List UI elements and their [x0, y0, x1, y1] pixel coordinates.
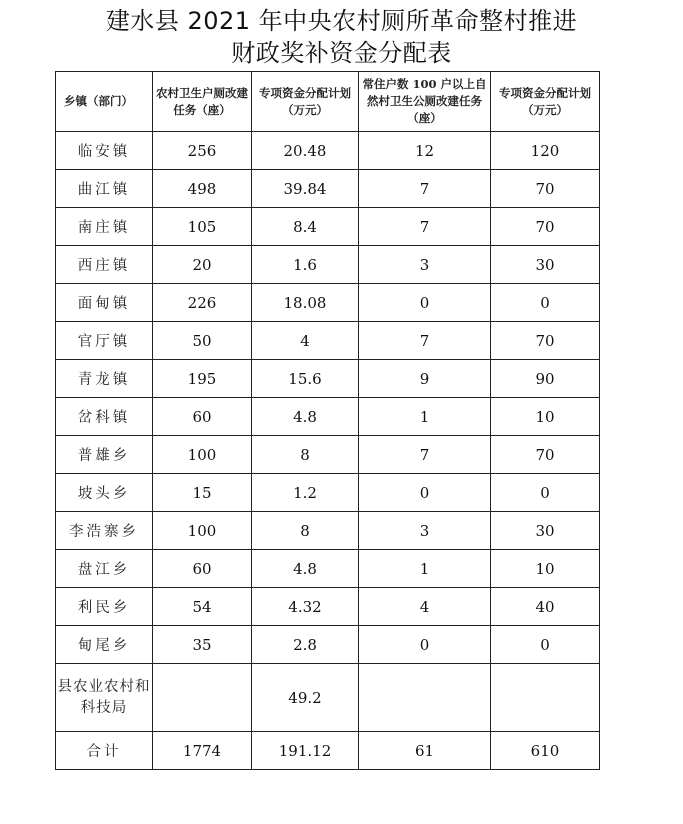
column-header-household-task: 农村卫生户厕改建任务（座） [153, 72, 252, 132]
table-cell-name: 曲江镇 [56, 170, 153, 208]
table-cell-public-fund: 70 [491, 208, 600, 246]
table-cell-name: 青龙镇 [56, 360, 153, 398]
table-row [56, 626, 600, 664]
table-cell-public-task: 12 [359, 132, 491, 170]
table-cell-household-task: 100 [153, 436, 252, 474]
table-cell-household-task: 60 [153, 398, 252, 436]
table-cell-public-task: 0 [359, 474, 491, 512]
table-cell-total-public-task: 61 [359, 732, 491, 770]
table-cell-public-task: 7 [359, 436, 491, 474]
table-cell-household-fund: 39.84 [252, 170, 359, 208]
table-cell-public-task: 7 [359, 208, 491, 246]
table-cell-household-fund: 4.8 [252, 550, 359, 588]
table-cell-household-task: 60 [153, 550, 252, 588]
table-cell-name: 盘江乡 [56, 550, 153, 588]
table-cell-public-fund: 70 [491, 436, 600, 474]
table-cell-public-fund: 0 [491, 284, 600, 322]
table-cell-name: 南庄镇 [56, 208, 153, 246]
table-cell-household-fund: 4 [252, 322, 359, 360]
table-cell-public-fund: 0 [491, 474, 600, 512]
table-cell-name: 李浩寨乡 [56, 512, 153, 550]
table-cell-public-task: 3 [359, 512, 491, 550]
table-cell-name: 坡头乡 [56, 474, 153, 512]
column-header-public-fund: 专项资金分配计划（万元） [491, 72, 600, 132]
table-cell-household-task: 256 [153, 132, 252, 170]
column-header-household-fund: 专项资金分配计划（万元） [252, 72, 359, 132]
table-row [56, 170, 600, 208]
table-cell-public-fund: 70 [491, 322, 600, 360]
table-cell-public-task [359, 664, 491, 732]
table-cell-household-task: 226 [153, 284, 252, 322]
table-cell-name: 官厅镇 [56, 322, 153, 360]
table-cell-public-fund [491, 664, 600, 732]
table-cell-household-task: 15 [153, 474, 252, 512]
column-header-public-task: 常住户数 100 户以上自然村卫生公厕改建任务（座） [359, 72, 491, 132]
table-row [56, 360, 600, 398]
table-cell-name: 面甸镇 [56, 284, 153, 322]
table-cell-household-fund: 4.32 [252, 588, 359, 626]
table-cell-household-task: 100 [153, 512, 252, 550]
table-cell-total-public-fund: 610 [491, 732, 600, 770]
table-row [56, 246, 600, 284]
table-row [56, 436, 600, 474]
table-body [56, 132, 600, 770]
allocation-table [55, 71, 600, 770]
table-cell-public-fund: 120 [491, 132, 600, 170]
table-cell-name: 临安镇 [56, 132, 153, 170]
table-cell-public-task: 7 [359, 170, 491, 208]
table-cell-household-fund: 8 [252, 512, 359, 550]
table-cell-public-task: 0 [359, 284, 491, 322]
table-cell-household-task: 105 [153, 208, 252, 246]
table-cell-name: 西庄镇 [56, 246, 153, 284]
table-cell-household-fund: 8 [252, 436, 359, 474]
table-cell-name: 岔科镇 [56, 398, 153, 436]
table-cell-household-task: 498 [153, 170, 252, 208]
table-cell-household-task [153, 664, 252, 732]
table-row [56, 398, 600, 436]
table-cell-household-fund: 2.8 [252, 626, 359, 664]
table-cell-household-fund: 20.48 [252, 132, 359, 170]
table-cell-public-fund: 10 [491, 550, 600, 588]
table-cell-name: 甸尾乡 [56, 626, 153, 664]
table-row [56, 550, 600, 588]
column-header-township: 乡镇（部门） [56, 72, 153, 132]
table-cell-public-task: 0 [359, 626, 491, 664]
table-cell-total-household-task: 1774 [153, 732, 252, 770]
table-row [56, 474, 600, 512]
table-cell-public-task: 1 [359, 398, 491, 436]
table-row [56, 588, 600, 626]
table-cell-public-fund: 0 [491, 626, 600, 664]
table-row [56, 208, 600, 246]
table-cell-household-task: 35 [153, 626, 252, 664]
table-cell-household-fund: 49.2 [252, 664, 359, 732]
table-cell-public-fund: 40 [491, 588, 600, 626]
table-cell-public-fund: 70 [491, 170, 600, 208]
table-cell-household-fund: 1.2 [252, 474, 359, 512]
table-cell-household-task: 54 [153, 588, 252, 626]
table-cell-public-task: 1 [359, 550, 491, 588]
table-header-row [56, 72, 600, 132]
table-cell-household-fund: 15.6 [252, 360, 359, 398]
table-cell-household-fund: 1.6 [252, 246, 359, 284]
table-row [56, 132, 600, 170]
document-title-line-2: 财政奖补资金分配表 [231, 39, 452, 67]
table-cell-public-fund: 90 [491, 360, 600, 398]
table-cell-public-task: 4 [359, 588, 491, 626]
table-cell-total-label: 合计 [56, 732, 153, 770]
table-row [56, 322, 600, 360]
table-row-bureau [56, 664, 600, 732]
table-cell-public-task: 7 [359, 322, 491, 360]
table-cell-total-household-fund: 191.12 [252, 732, 359, 770]
table-cell-public-fund: 10 [491, 398, 600, 436]
table-cell-name: 普雄乡 [56, 436, 153, 474]
table-cell-public-fund: 30 [491, 512, 600, 550]
table-cell-household-task: 50 [153, 322, 252, 360]
table-cell-public-task: 3 [359, 246, 491, 284]
table-cell-name: 县农业农村和科技局 [56, 664, 153, 732]
table-row [56, 284, 600, 322]
table-cell-household-fund: 8.4 [252, 208, 359, 246]
table-cell-household-fund: 4.8 [252, 398, 359, 436]
document-title-line-1: 建水县 2021 年中央农村厕所革命整村推进 [105, 7, 578, 35]
table-cell-name: 利民乡 [56, 588, 153, 626]
table-cell-household-fund: 18.08 [252, 284, 359, 322]
table-row [56, 512, 600, 550]
table-cell-public-fund: 30 [491, 246, 600, 284]
table-row-total [56, 732, 600, 770]
table-cell-household-task: 195 [153, 360, 252, 398]
table-cell-public-task: 9 [359, 360, 491, 398]
table-cell-household-task: 20 [153, 246, 252, 284]
